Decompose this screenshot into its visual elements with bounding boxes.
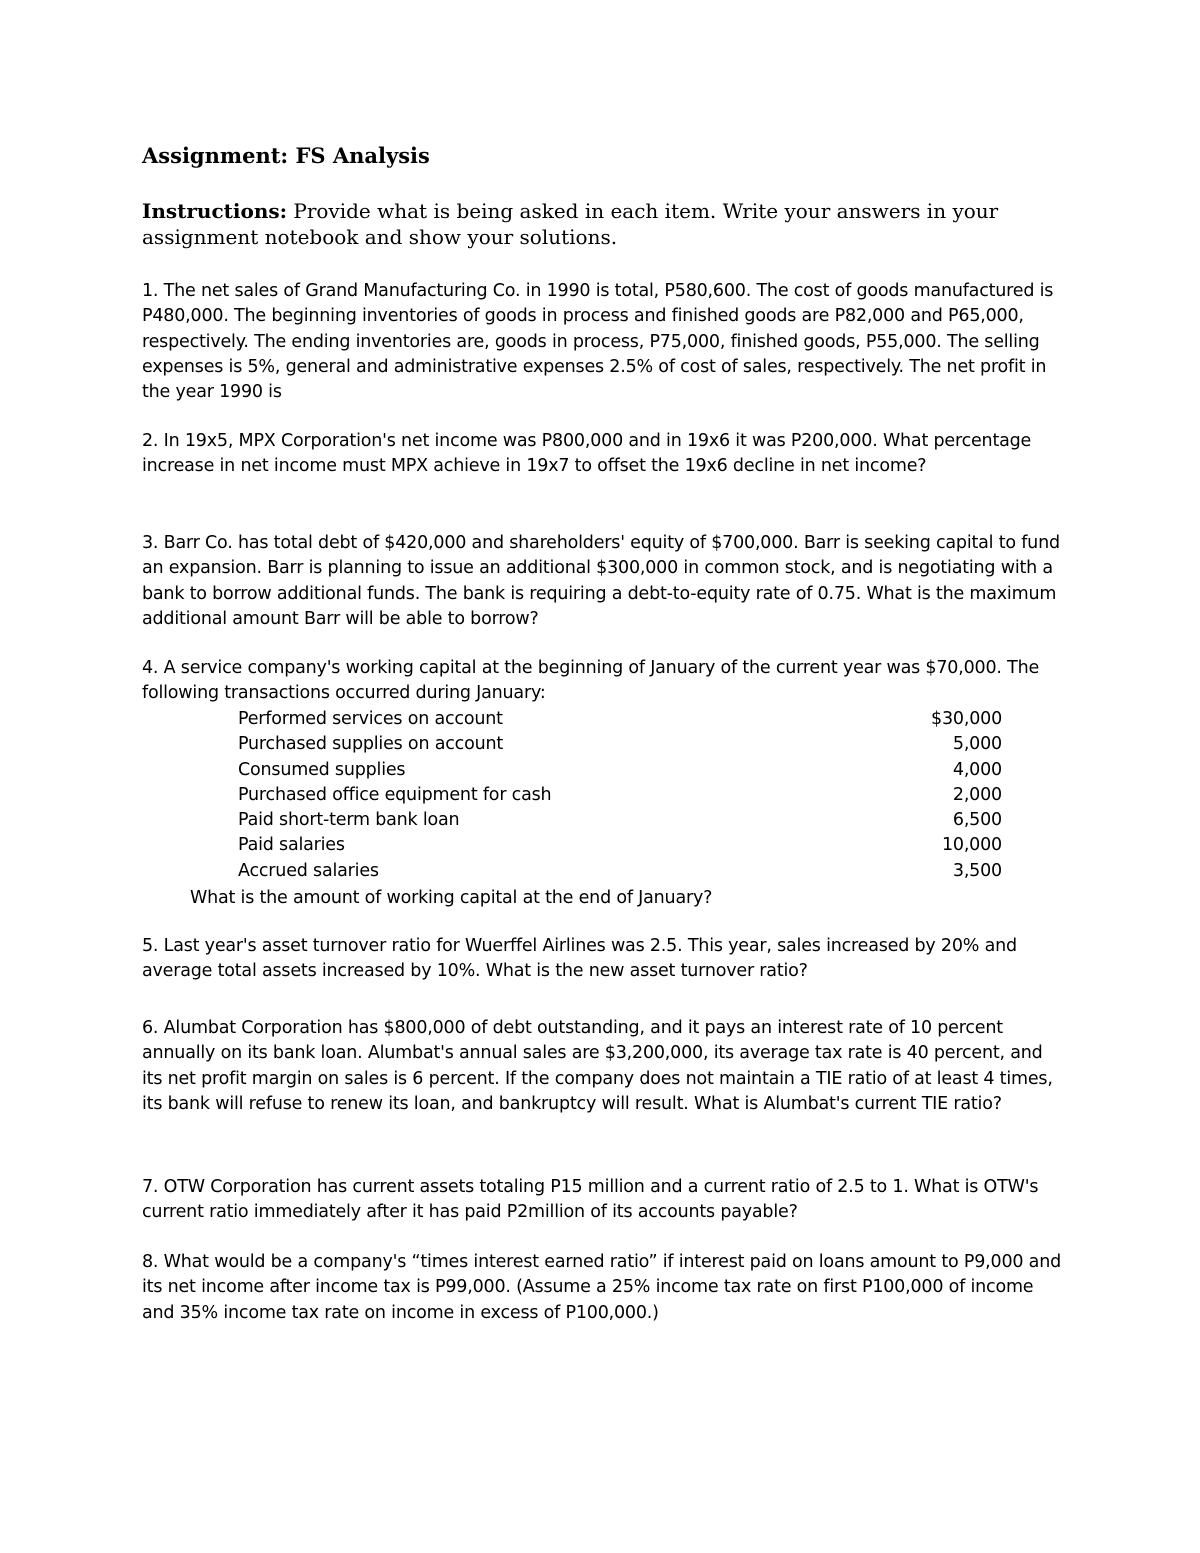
table-row bbox=[238, 707, 1002, 732]
question-1: 1. The net sales of Grand Manufacturing Co. in 1990 is total, P580,600. The cost of goods manufactured is P480,000. The beginning inventories of goods in process and finished goods are P82,000 and P65,000, respectively. The ending inventories are, goods in process, P75,000, finished goods, P55,000. The selling expenses is 5%, general and administrative expenses 2.5% of cost of sales, respectively. The net profit in the year 1990 is bbox=[142, 281, 1054, 403]
transaction-label: Paid short-term bank loan bbox=[238, 810, 460, 831]
table-row bbox=[238, 732, 1002, 757]
transaction-label: Performed services on account bbox=[238, 709, 503, 729]
question-6: 6. Alumbat Corporation has $800,000 of debt outstanding, and it pays an interest rate of 10 percent annually on its bank loan. Alumbat's annual sales are $3,200,000, its average tax rate is 40 percent, and its net profit margin on sales is 6 percent. If the company does not maintain a TIE ratio of at least 4 times, its bank will refuse to renew its loan, and bankruptcy will result. What is Alumbat's current TIE ratio? bbox=[142, 1018, 1053, 1114]
transaction-amount: 2,000 bbox=[952, 784, 1002, 805]
transaction-amount: $30,000 bbox=[931, 709, 1002, 729]
transaction-amount: 10,000 bbox=[941, 835, 1002, 856]
transaction-amount: 4,000 bbox=[952, 759, 1002, 780]
question-2: 2. In 19x5, MPX Corporation's net income was P800,000 and in 19x6 it was P200,000. What percentage increase in net income must MPX achieve in 19x7 to offset the 19x6 decline in net income? bbox=[142, 431, 1032, 477]
transaction-amount: 3,500 bbox=[952, 860, 1002, 881]
transaction-label: Purchased supplies on account bbox=[238, 734, 504, 755]
question-4-prompt: What is the amount of working capital at the end of January? bbox=[190, 888, 713, 908]
transaction-label: Paid salaries bbox=[238, 835, 345, 856]
question-4-intro: 4. A service company's working capital at the beginning of January of the current year was $70,000. The following transactions occurred during January: bbox=[142, 658, 1040, 704]
question-7: 7. OTW Corporation has current assets totaling P15 million and a current ratio of 2.5 to 1. What is OTW's current ratio immediately after it has paid P2million of its accounts payable? bbox=[142, 1177, 1039, 1223]
table-row bbox=[238, 808, 1002, 833]
question-8: 8. What would be a company's “times interest earned ratio” if interest paid on loans amount to P9,000 and its net income after income tax is P99,000. (Assume a 25% income tax rate on first P100,000 of income and 35% income tax rate on income in excess of P100,000.) bbox=[142, 1252, 1061, 1323]
table-row bbox=[238, 783, 1002, 808]
instructions-label: Instructions: bbox=[142, 199, 288, 223]
table-row bbox=[238, 833, 1002, 858]
transaction-label: Consumed supplies bbox=[238, 759, 406, 780]
transaction-amount: 6,500 bbox=[952, 810, 1002, 831]
table-row bbox=[238, 859, 1002, 884]
transaction-label: Accrued salaries bbox=[238, 860, 379, 881]
transaction-amount: 5,000 bbox=[952, 734, 1002, 755]
table-row bbox=[238, 758, 1002, 783]
transactions-table bbox=[238, 707, 1002, 884]
transaction-label: Purchased office equipment for cash bbox=[238, 784, 552, 805]
document-title: Assignment: FS Analysis bbox=[142, 143, 430, 168]
instructions-paragraph bbox=[142, 198, 1042, 250]
instructions-text: Provide what is being asked in each item. Write your answers in your assignment notebook and show your solutions. bbox=[142, 199, 999, 249]
question-5: 5. Last year's asset turnover ratio for Wuerffel Airlines was 2.5. This year, sales increased by 20% and average total assets increased by 10%. What is the new asset turnover ratio? bbox=[142, 936, 1017, 982]
question-3: 3. Barr Co. has total debt of $420,000 and shareholders' equity of $700,000. Barr is seeking capital to fund an expansion. Barr is planning to issue an additional $300,000 in common stock, and is negotiating with a bank to borrow additional funds. The bank is requiring a debt-to-equity rate of 0.75. What is the maximum additional amount Barr will be able to borrow? bbox=[142, 533, 1060, 629]
